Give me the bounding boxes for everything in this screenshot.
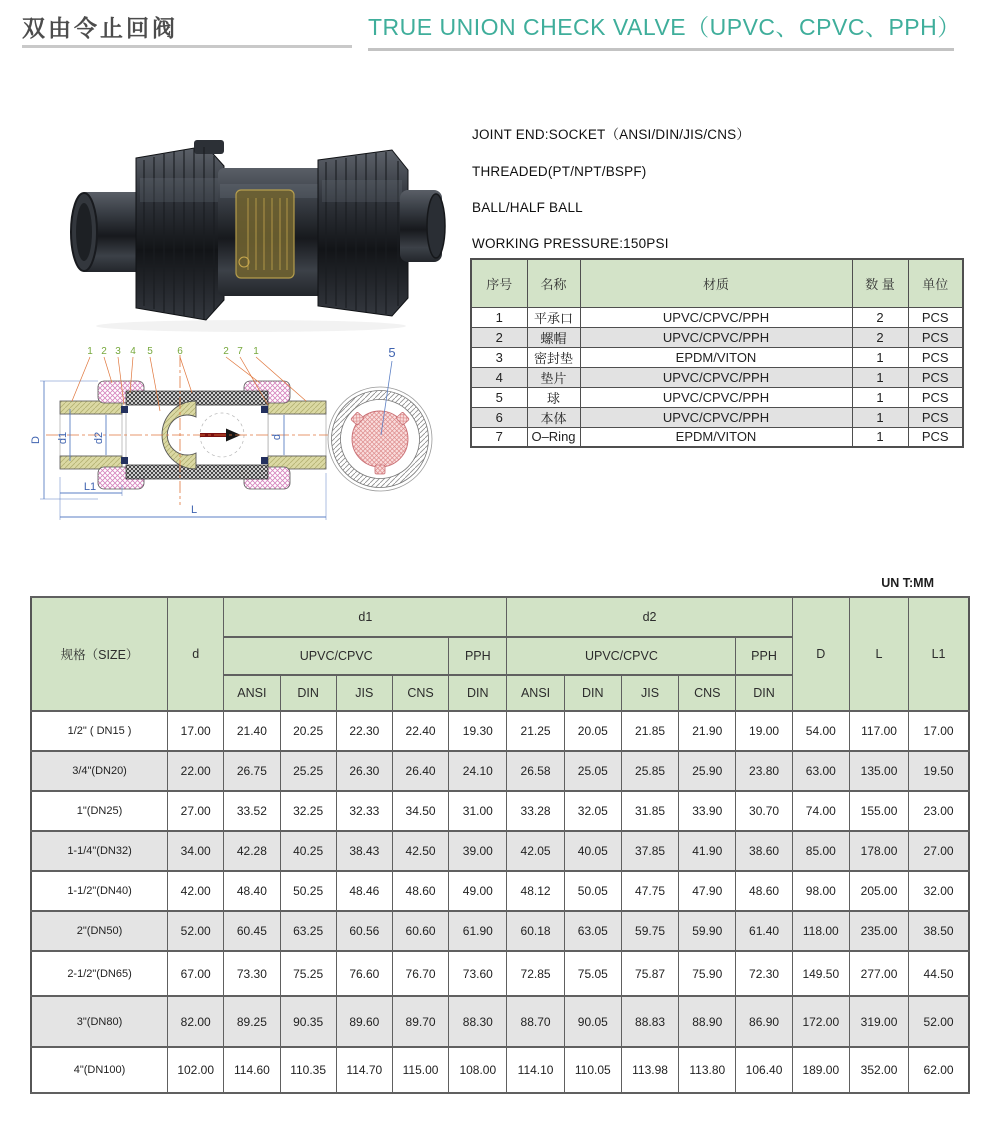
table-cell: 19.30: [449, 711, 507, 751]
dim-label-d2: d2: [93, 431, 105, 445]
nut-highlight-right: [322, 180, 402, 202]
table-cell: 74.00: [792, 791, 849, 831]
table-cell: 114.70: [336, 1047, 392, 1093]
table-cell: 1: [852, 367, 908, 387]
table-cell: 34.50: [392, 791, 448, 831]
table-cell: 23.00: [909, 791, 969, 831]
dim-label-d1: d1: [57, 431, 69, 445]
photo-shadow: [96, 320, 406, 332]
table-cell: 76.60: [336, 951, 392, 996]
table-cell: 89.70: [392, 996, 448, 1047]
dim-group-d2: d2: [507, 597, 792, 637]
dim-table-row: [31, 911, 969, 951]
table-cell: 75.05: [564, 951, 621, 996]
technical-drawing: [30, 343, 460, 535]
table-cell: 72.85: [507, 951, 564, 996]
parts-table-row: [471, 407, 963, 427]
table-cell: 85.00: [792, 831, 849, 871]
spec-line: WORKING PRESSURE:150PSI: [472, 236, 669, 251]
table-cell: 50.25: [280, 871, 336, 911]
table-cell: 26.58: [507, 751, 564, 791]
page-title-english: TRUE UNION CHECK VALVE（UPVC、CPVC、PPH）: [368, 14, 961, 40]
table-cell: 48.12: [507, 871, 564, 911]
table-cell: 2: [852, 307, 908, 327]
table-cell: 38.43: [336, 831, 392, 871]
callout-7: 2: [223, 346, 229, 357]
table-cell: 42.00: [168, 871, 224, 911]
table-cell: 72.30: [736, 951, 792, 996]
callout-6: 6: [177, 346, 183, 357]
dim-label-d: d: [271, 433, 283, 441]
table-cell: PCS: [908, 367, 963, 387]
table-cell: 23.80: [736, 751, 792, 791]
table-cell: 密封垫: [527, 347, 580, 367]
table-cell: 1-1/4"(DN32): [31, 831, 168, 871]
table-cell: UPVC/CPVC/PPH: [580, 367, 852, 387]
table-cell: 32.05: [564, 791, 621, 831]
parts-table-wrap: [470, 258, 964, 448]
table-cell: 63.25: [280, 911, 336, 951]
table-cell: 17.00: [168, 711, 224, 751]
table-cell: 1/2" ( DN15 ): [31, 711, 168, 751]
callout-5: 5: [147, 346, 153, 357]
table-cell: 19.50: [909, 751, 969, 791]
spec-line: BALL/HALF BALL: [472, 200, 583, 215]
unit-note: UN T:MM: [881, 576, 934, 590]
table-cell: 59.90: [679, 911, 736, 951]
table-cell: 1: [471, 307, 527, 327]
table-cell: PCS: [908, 327, 963, 347]
end-view-callout: 5: [388, 345, 396, 360]
table-cell: UPVC/CPVC/PPH: [580, 387, 852, 407]
table-cell: 5: [471, 387, 527, 407]
table-cell: 球: [527, 387, 580, 407]
product-photo: [56, 116, 446, 336]
table-cell: EPDM/VITON: [580, 427, 852, 447]
table-cell: 3: [471, 347, 527, 367]
table-cell: 88.90: [679, 996, 736, 1047]
table-cell: 73.30: [224, 951, 280, 996]
dimension-table: [30, 596, 970, 1094]
table-cell: 40.05: [564, 831, 621, 871]
table-cell: 31.85: [621, 791, 678, 831]
table-cell: 90.05: [564, 996, 621, 1047]
table-cell: 37.85: [621, 831, 678, 871]
dim-material-upvc-cpvc-d1: UPVC/CPVC: [224, 637, 449, 675]
parts-table-header-row: [471, 259, 963, 307]
dim-table-row: [31, 751, 969, 791]
table-cell: 102.00: [168, 1047, 224, 1093]
dim-label-D: D: [30, 436, 42, 444]
valve-left-bore: [76, 203, 92, 261]
dim-label-L: L: [190, 504, 198, 516]
table-cell: 4"(DN100): [31, 1047, 168, 1093]
dim-table-row: [31, 996, 969, 1047]
table-cell: 26.30: [336, 751, 392, 791]
table-cell: 61.90: [449, 911, 507, 951]
table-cell: 113.98: [621, 1047, 678, 1093]
dim-table-row: [31, 871, 969, 911]
parts-table-row: [471, 327, 963, 347]
dim-sub-cns-1: CNS: [392, 675, 448, 711]
table-cell: 31.00: [449, 791, 507, 831]
spec-line: JOINT END:SOCKET（ANSI/DIN/JIS/CNS）: [472, 127, 751, 142]
table-cell: 2-1/2"(DN65): [31, 951, 168, 996]
parts-table-row: [471, 387, 963, 407]
table-cell: 108.00: [449, 1047, 507, 1093]
table-cell: PCS: [908, 427, 963, 447]
table-cell: 60.18: [507, 911, 564, 951]
table-cell: UPVC/CPVC/PPH: [580, 307, 852, 327]
dim-table-row: [31, 791, 969, 831]
parts-table-body: [471, 307, 963, 447]
dimension-table-wrap: [30, 596, 970, 1094]
table-cell: 6: [471, 407, 527, 427]
table-cell: 21.25: [507, 711, 564, 751]
table-cell: 7: [471, 427, 527, 447]
table-cell: O–Ring: [527, 427, 580, 447]
callout-4: 4: [130, 346, 136, 357]
table-cell: 49.00: [449, 871, 507, 911]
spec-lines: [472, 123, 750, 272]
parts-col-no: 序号: [471, 259, 527, 307]
table-cell: 2: [471, 327, 527, 347]
table-cell: 172.00: [792, 996, 849, 1047]
callout-numbers: [87, 346, 259, 357]
table-cell: 25.05: [564, 751, 621, 791]
dim-col-d: d: [168, 597, 224, 711]
cross-section-view: [30, 346, 328, 520]
parts-table: [470, 258, 964, 448]
title-underline-left: [22, 45, 352, 48]
dim-material-pph-d2: PPH: [736, 637, 792, 675]
title-underline-right: [368, 48, 954, 51]
table-cell: 20.05: [564, 711, 621, 751]
table-cell: 75.25: [280, 951, 336, 996]
table-cell: 33.28: [507, 791, 564, 831]
table-cell: PCS: [908, 347, 963, 367]
table-cell: 39.00: [449, 831, 507, 871]
table-cell: 33.52: [224, 791, 280, 831]
table-cell: 75.90: [679, 951, 736, 996]
table-cell: 21.90: [679, 711, 736, 751]
table-cell: 4: [471, 367, 527, 387]
parts-table-row: [471, 347, 963, 367]
dim-sub-din-pph-2: DIN: [736, 675, 792, 711]
parts-col-name: 名称: [527, 259, 580, 307]
body-spec-label: [236, 190, 294, 278]
table-cell: 27.00: [168, 791, 224, 831]
table-cell: 30.70: [736, 791, 792, 831]
table-cell: 98.00: [792, 871, 849, 911]
dim-material-pph-d1: PPH: [449, 637, 507, 675]
table-cell: 42.50: [392, 831, 448, 871]
table-cell: 44.50: [909, 951, 969, 996]
table-cell: 319.00: [849, 996, 908, 1047]
table-cell: 277.00: [849, 951, 908, 996]
table-cell: 1-1/2"(DN40): [31, 871, 168, 911]
table-cell: 26.75: [224, 751, 280, 791]
table-cell: 48.46: [336, 871, 392, 911]
table-cell: PCS: [908, 307, 963, 327]
table-cell: 1: [852, 387, 908, 407]
table-cell: 20.25: [280, 711, 336, 751]
table-cell: 1: [852, 427, 908, 447]
dim-sub-jis-1: JIS: [336, 675, 392, 711]
parts-table-row: [471, 427, 963, 447]
spec-line: THREADED(PT/NPT/BSPF): [472, 164, 647, 179]
dim-table-body: [31, 711, 969, 1093]
table-cell: 88.30: [449, 996, 507, 1047]
table-cell: 114.60: [224, 1047, 280, 1093]
parts-table-row: [471, 367, 963, 387]
dim-label-L1: L1: [83, 481, 97, 493]
callout-2: 2: [101, 346, 107, 357]
table-cell: 54.00: [792, 711, 849, 751]
table-cell: PCS: [908, 387, 963, 407]
table-cell: 48.60: [392, 871, 448, 911]
table-cell: 352.00: [849, 1047, 908, 1093]
table-cell: 25.85: [621, 751, 678, 791]
parts-col-qty: 数 量: [852, 259, 908, 307]
table-cell: 110.35: [280, 1047, 336, 1093]
table-cell: 38.60: [736, 831, 792, 871]
table-cell: 22.30: [336, 711, 392, 751]
dim-table-row: [31, 951, 969, 996]
callout-1: 1: [87, 346, 93, 357]
table-cell: 平承口: [527, 307, 580, 327]
nut-tab-left: [194, 140, 224, 154]
table-cell: 垫片: [527, 367, 580, 387]
table-cell: 1: [852, 407, 908, 427]
table-cell: 2"(DN50): [31, 911, 168, 951]
table-cell: 47.75: [621, 871, 678, 911]
valve-union-nut-left: [136, 146, 224, 320]
table-cell: 21.40: [224, 711, 280, 751]
table-cell: 235.00: [849, 911, 908, 951]
table-cell: 42.28: [224, 831, 280, 871]
parts-table-row: [471, 307, 963, 327]
table-cell: 33.90: [679, 791, 736, 831]
table-cell: 24.10: [449, 751, 507, 791]
dim-group-d1: d1: [224, 597, 507, 637]
dim-sub-din-1: DIN: [280, 675, 336, 711]
table-cell: 60.56: [336, 911, 392, 951]
table-cell: 32.33: [336, 791, 392, 831]
table-cell: 42.05: [507, 831, 564, 871]
dim-material-upvc-cpvc-d2: UPVC/CPVC: [507, 637, 736, 675]
table-cell: 41.90: [679, 831, 736, 871]
callout-8: 7: [237, 346, 243, 357]
table-cell: 48.40: [224, 871, 280, 911]
table-cell: 88.70: [507, 996, 564, 1047]
callout-3: 3: [115, 346, 121, 357]
table-cell: 2: [852, 327, 908, 347]
table-cell: 本体: [527, 407, 580, 427]
dim-col-L1: L1: [909, 597, 969, 711]
valve-union-nut-right: [318, 150, 408, 316]
table-cell: 86.90: [736, 996, 792, 1047]
table-cell: 63.05: [564, 911, 621, 951]
end-view-ball: [351, 411, 410, 474]
table-cell: 178.00: [849, 831, 908, 871]
table-cell: 62.00: [909, 1047, 969, 1093]
dim-table-row: [31, 831, 969, 871]
dim-sub-ansi-2: ANSI: [507, 675, 564, 711]
dim-table-row: [31, 1047, 969, 1093]
valve-right-opening: [427, 194, 445, 258]
table-cell: 50.05: [564, 871, 621, 911]
table-cell: 25.90: [679, 751, 736, 791]
table-cell: 26.40: [392, 751, 448, 791]
callout-9: 1: [253, 346, 259, 357]
table-cell: 73.60: [449, 951, 507, 996]
table-cell: 90.35: [280, 996, 336, 1047]
table-cell: 17.00: [909, 711, 969, 751]
dim-table-row: [31, 711, 969, 751]
table-cell: 52.00: [168, 911, 224, 951]
table-cell: 135.00: [849, 751, 908, 791]
end-view: [328, 345, 432, 491]
dim-sub-jis-2: JIS: [621, 675, 678, 711]
table-cell: EPDM/VITON: [580, 347, 852, 367]
table-cell: 110.05: [564, 1047, 621, 1093]
table-cell: 76.70: [392, 951, 448, 996]
table-cell: 40.25: [280, 831, 336, 871]
dim-header-row-1: [31, 597, 969, 637]
table-cell: 螺帽: [527, 327, 580, 347]
table-cell: 32.25: [280, 791, 336, 831]
table-cell: 113.80: [679, 1047, 736, 1093]
table-cell: 52.00: [909, 996, 969, 1047]
table-cell: 22.40: [392, 711, 448, 751]
parts-col-material: 材质: [580, 259, 852, 307]
table-cell: 89.60: [336, 996, 392, 1047]
table-cell: 25.25: [280, 751, 336, 791]
table-cell: UPVC/CPVC/PPH: [580, 327, 852, 347]
table-cell: 115.00: [392, 1047, 448, 1093]
table-cell: PCS: [908, 407, 963, 427]
dim-sub-ansi-1: ANSI: [224, 675, 280, 711]
dim-col-L: L: [849, 597, 908, 711]
table-cell: 118.00: [792, 911, 849, 951]
dim-sub-din-pph-1: DIN: [449, 675, 507, 711]
table-cell: 1: [852, 347, 908, 367]
table-cell: 59.75: [621, 911, 678, 951]
table-cell: 60.60: [392, 911, 448, 951]
table-cell: 205.00: [849, 871, 908, 911]
page-title-chinese: 双由令止回阀: [22, 15, 178, 41]
table-cell: 3"(DN80): [31, 996, 168, 1047]
table-cell: 89.25: [224, 996, 280, 1047]
table-cell: 60.45: [224, 911, 280, 951]
table-cell: 61.40: [736, 911, 792, 951]
table-cell: 1"(DN25): [31, 791, 168, 831]
dim-sub-cns-2: CNS: [679, 675, 736, 711]
table-cell: 155.00: [849, 791, 908, 831]
table-cell: 114.10: [507, 1047, 564, 1093]
table-cell: 47.90: [679, 871, 736, 911]
table-cell: 189.00: [792, 1047, 849, 1093]
parts-col-unit: 单位: [908, 259, 963, 307]
table-cell: 34.00: [168, 831, 224, 871]
table-cell: 19.00: [736, 711, 792, 751]
table-cell: 21.85: [621, 711, 678, 751]
table-cell: 3/4"(DN20): [31, 751, 168, 791]
dim-col-size: 规格（SIZE）: [31, 597, 168, 711]
table-cell: 88.83: [621, 996, 678, 1047]
table-cell: 149.50: [792, 951, 849, 996]
table-cell: 106.40: [736, 1047, 792, 1093]
nut-highlight-left: [140, 178, 218, 202]
dim-col-D: D: [792, 597, 849, 711]
table-cell: 48.60: [736, 871, 792, 911]
table-cell: 38.50: [909, 911, 969, 951]
table-cell: 67.00: [168, 951, 224, 996]
table-cell: 82.00: [168, 996, 224, 1047]
dim-sub-din-2: DIN: [564, 675, 621, 711]
table-cell: 27.00: [909, 831, 969, 871]
table-cell: 75.87: [621, 951, 678, 996]
table-cell: 117.00: [849, 711, 908, 751]
table-cell: 63.00: [792, 751, 849, 791]
table-cell: 32.00: [909, 871, 969, 911]
table-cell: 22.00: [168, 751, 224, 791]
table-cell: UPVC/CPVC/PPH: [580, 407, 852, 427]
